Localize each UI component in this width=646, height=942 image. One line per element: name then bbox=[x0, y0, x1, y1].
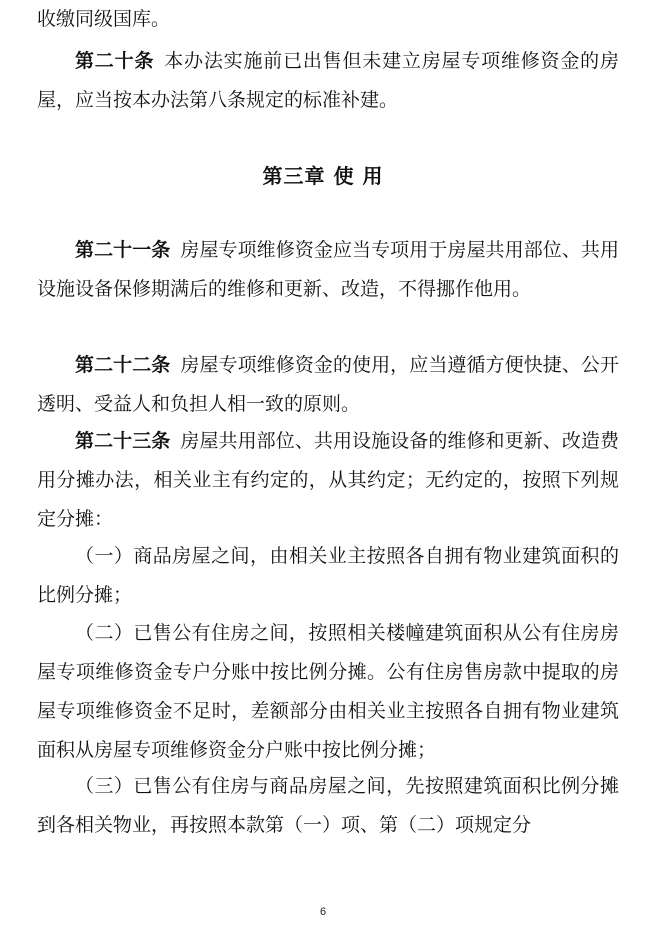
article-23 bbox=[37, 422, 619, 539]
list-item-3 bbox=[37, 767, 619, 845]
list-item-2 bbox=[37, 614, 619, 770]
list-item-text: （一）商品房屋之间，由相关业主按照各自拥有物业建筑面积的比例分摊； bbox=[37, 545, 619, 606]
chapter-heading: 第三章 使 用 bbox=[262, 164, 384, 188]
article-text: 本办法实施前已出售但未建立房屋专项维修资金的房屋，应当按本办法第八条规定的标准补建。 bbox=[37, 50, 619, 111]
article-22 bbox=[37, 346, 619, 424]
article-text: 房屋专项维修资金应当专项用于房屋共用部位、共用设施设备保修期满后的维修和更新、改造，不得挪作他用。 bbox=[37, 239, 619, 300]
article-20 bbox=[37, 42, 619, 120]
list-item-text: （二）已售公有住房之间，按照相关楼幢建筑面积从公有住房房屋专项维修资金专户分账中按比例分摊。公有住房售房款中提取的房屋专项维修资金不足时，差额部分由相关业主按照各自拥有物业建筑面积从房屋专项维修资金分户账中按比例分摊； bbox=[37, 622, 619, 761]
article-21 bbox=[37, 231, 619, 309]
page-number: 6 bbox=[319, 906, 327, 918]
article-number: 第二十三条 bbox=[75, 430, 171, 452]
list-item-1 bbox=[37, 537, 619, 615]
paragraph-continuation bbox=[37, 0, 619, 39]
article-number: 第二十二条 bbox=[75, 354, 171, 376]
article-text: 房屋专项维修资金的使用，应当遵循方便快捷、公开透明、受益人和负担人相一致的原则。 bbox=[37, 354, 619, 415]
list-item-text: （三）已售公有住房与商品房屋之间，先按照建筑面积比例分摊到各相关物业，再按照本款第（一）项、第（二）项规定分 bbox=[37, 775, 619, 836]
article-text: 房屋共用部位、共用设施设备的维修和更新、改造费用分摊办法，相关业主有约定的，从其约定；无约定的，按照下列规定分摊： bbox=[37, 430, 619, 530]
article-number: 第二十一条 bbox=[75, 239, 171, 261]
article-number: 第二十条 bbox=[75, 50, 155, 72]
paragraph-text: 收缴同级国库。 bbox=[37, 8, 171, 30]
